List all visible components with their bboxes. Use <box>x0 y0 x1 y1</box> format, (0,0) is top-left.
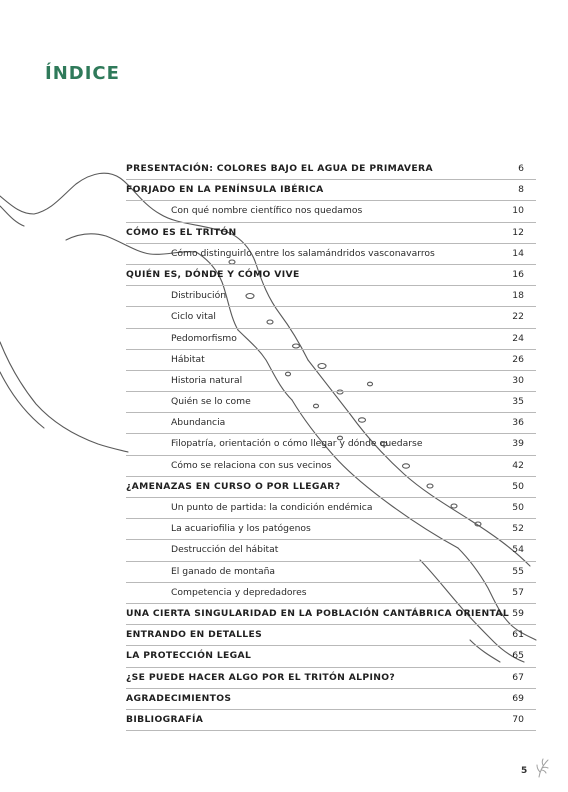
toc-entry-title: CÓMO ES EL TRITÓN <box>126 226 237 238</box>
toc-page-number: 70 <box>512 713 524 725</box>
toc-page-number: 8 <box>518 184 524 196</box>
toc-section-row[interactable] <box>126 477 536 498</box>
toc-subsection-row[interactable] <box>126 413 536 434</box>
toc-entry-title: Cómo distinguirlo entre los salamándridos vasconavarros <box>171 247 435 259</box>
toc-page-number: 26 <box>512 353 524 365</box>
toc-subsection-row[interactable] <box>126 307 536 328</box>
toc-entry-title: Quién se lo come <box>171 396 251 408</box>
toc-subsection-row[interactable] <box>126 392 536 413</box>
toc-subsection-row[interactable] <box>126 286 536 307</box>
toc-page-number: 30 <box>512 374 524 386</box>
toc-section-row[interactable] <box>126 668 536 689</box>
toc-entry-title: La acuariofilia y los patógenos <box>171 523 311 535</box>
toc-section-row[interactable] <box>126 604 536 625</box>
table-of-contents <box>126 159 536 731</box>
toc-entry-title: FORJADO EN LA PENÍNSULA IBÉRICA <box>126 184 324 196</box>
toc-page-number: 59 <box>512 607 524 619</box>
toc-page-number: 14 <box>512 247 524 259</box>
toc-page-number: 36 <box>512 417 524 429</box>
toc-entry-title: UNA CIERTA SINGULARIDAD EN LA POBLACIÓN CANTÁBRICA ORIENTAL <box>126 607 510 619</box>
toc-subsection-row[interactable] <box>126 434 536 455</box>
toc-section-row[interactable] <box>126 646 536 667</box>
toc-entry-title: PRESENTACIÓN: COLORES BAJO EL AGUA DE PRIMAVERA <box>126 163 433 174</box>
toc-page-number: 42 <box>512 459 524 471</box>
toc-page-number: 65 <box>512 650 524 662</box>
toc-entry-title: Destrucción del hábitat <box>171 544 279 556</box>
toc-entry-title: ¿AMENAZAS EN CURSO O POR LLEGAR? <box>126 480 341 492</box>
toc-entry-title: Ciclo vital <box>171 311 216 323</box>
toc-page-number: 18 <box>512 290 524 302</box>
toc-subsection-row[interactable] <box>126 562 536 583</box>
toc-subsection-row[interactable] <box>126 456 536 477</box>
toc-page-number: 24 <box>512 332 524 344</box>
toc-subsection-row[interactable] <box>126 244 536 265</box>
toc-page-number: 6 <box>518 163 524 174</box>
toc-entry-title: Distribución <box>171 290 227 302</box>
toc-entry-title: Con qué nombre científico nos quedamos <box>171 205 363 217</box>
toc-entry-title: Cómo se relaciona con sus vecinos <box>171 459 332 471</box>
page-title: ÍNDICE <box>45 63 120 84</box>
toc-section-row[interactable] <box>126 689 536 710</box>
toc-page-number: 22 <box>512 311 524 323</box>
toc-entry-title: QUIÉN ES, DÓNDE Y CÓMO VIVE <box>126 268 300 280</box>
toc-page-number: 67 <box>512 671 524 683</box>
toc-page-number: 69 <box>512 692 524 704</box>
toc-section-row[interactable] <box>126 159 536 180</box>
toc-entry-title: AGRADECIMIENTOS <box>126 692 232 704</box>
toc-section-row[interactable] <box>126 265 536 286</box>
toc-page-number: 55 <box>512 565 524 577</box>
toc-subsection-row[interactable] <box>126 498 536 519</box>
toc-page-number: 57 <box>512 586 524 598</box>
toc-page-number: 35 <box>512 396 524 408</box>
toc-section-row[interactable] <box>126 180 536 201</box>
toc-entry-title: Pedomorfismo <box>171 332 237 344</box>
toc-page-number: 54 <box>512 544 524 556</box>
toc-page-number: 39 <box>512 438 524 450</box>
toc-page-number: 16 <box>512 268 524 280</box>
toc-subsection-row[interactable] <box>126 540 536 561</box>
toc-entry-title: Filopatría, orientación o cómo llegar y dónde quedarse <box>171 438 423 450</box>
toc-section-row[interactable] <box>126 223 536 244</box>
toc-entry-title: ¿SE PUEDE HACER ALGO POR EL TRITÓN ALPINO? <box>126 671 396 683</box>
toc-entry-title: BIBLIOGRAFÍA <box>126 713 204 725</box>
toc-page-number: 10 <box>512 205 524 217</box>
toc-section-row[interactable] <box>126 710 536 731</box>
toc-entry-title: Abundancia <box>171 417 226 429</box>
toc-entry-title: ENTRANDO EN DETALLES <box>126 629 263 641</box>
toc-subsection-row[interactable] <box>126 350 536 371</box>
toc-entry-title: Competencia y depredadores <box>171 586 307 598</box>
toc-page-number: 12 <box>512 226 524 238</box>
toc-entry-title: Un punto de partida: la condición endémica <box>171 502 373 513</box>
toc-entry-title: Hábitat <box>171 353 205 365</box>
toc-page-number: 52 <box>512 523 524 535</box>
toc-subsection-row[interactable] <box>126 583 536 604</box>
toc-subsection-row[interactable] <box>126 329 536 350</box>
toc-page-number: 50 <box>512 502 524 513</box>
page-number: 5 <box>521 766 528 776</box>
toc-page-number: 50 <box>512 480 524 492</box>
toc-subsection-row[interactable] <box>126 201 536 222</box>
toc-subsection-row[interactable] <box>126 519 536 540</box>
toc-page-number: 61 <box>512 629 524 641</box>
toc-section-row[interactable] <box>126 625 536 646</box>
toc-entry-title: El ganado de montaña <box>171 565 276 577</box>
toc-entry-title: LA PROTECCIÓN LEGAL <box>126 650 252 662</box>
toc-entry-title: Historia natural <box>171 374 243 386</box>
toc-subsection-row[interactable] <box>126 371 536 392</box>
leaf-icon <box>536 758 550 778</box>
